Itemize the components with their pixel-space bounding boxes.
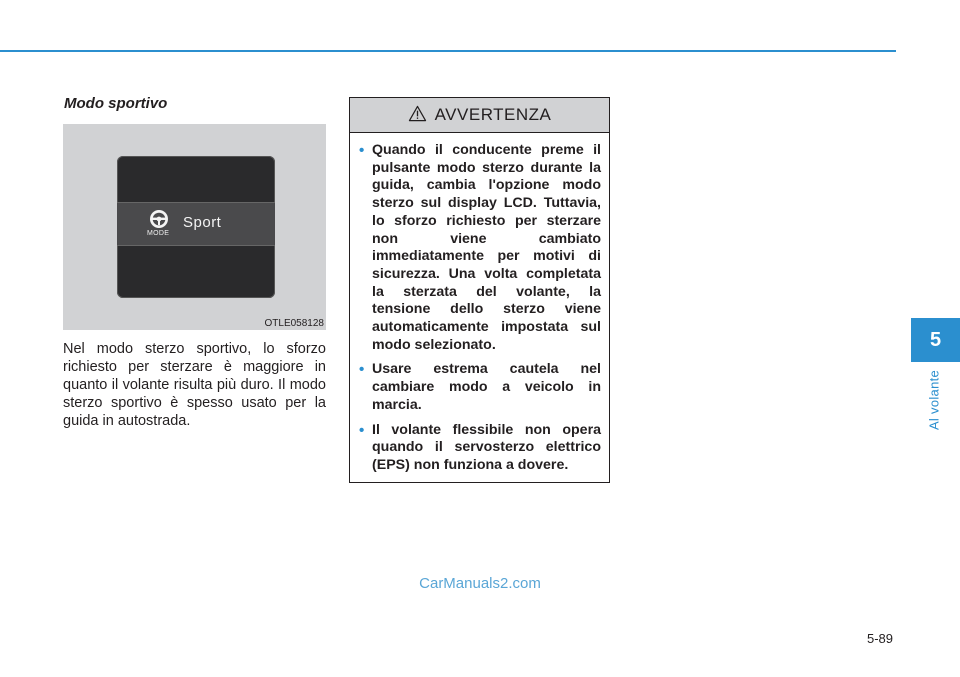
chapter-name: Al volante [926,369,942,431]
warning-title: AVVERTENZA [434,105,552,124]
warning-item [359,361,601,414]
warning-list [350,133,609,475]
figure-lcd-display [63,124,326,330]
steering-wheel-icon [149,209,169,229]
bullet-icon: • [359,142,365,159]
warning-item-text: Quando il conducente preme il pulsante modo sterzo durante la guida, cambia l'opzione modo sterzo sul display LCD. Tuttavia, lo sforzo richiesto per sterzare non viene cambiato immediatamente per motivi di sicurezza. Una volta completata la sterzata del volante, la tensione dello sterzo viene automaticamente impostata sul modo selezionato. [372,142,601,353]
chapter-number-tab: 5 [911,318,960,362]
sport-mode-text: Sport [183,214,222,231]
bullet-icon: • [359,421,365,439]
mode-label: MODE [147,230,170,237]
lcd-mode-band [117,202,275,246]
page-number: 5-89 [866,631,893,646]
figure-caption: OTLE058128 [264,318,324,329]
warning-item [359,421,601,475]
warning-box [349,97,610,483]
warning-item-text: Usare estrema cautela nel cambiare modo a veicolo in marcia. [372,361,601,413]
section-title: Modo sportivo [64,95,168,112]
warning-item [359,142,601,354]
warning-item-text: Il volante flessibile non opera quando il servosterzo elettrico (EPS) non funziona a dovere. [372,421,601,473]
lcd-screen [117,156,275,298]
top-rule [0,50,896,52]
warning-header [350,98,609,133]
watermark: CarManuals2.com [419,575,541,592]
bullet-icon: • [359,361,365,379]
warning-triangle-icon [408,105,427,122]
body-paragraph: Nel modo sterzo sportivo, lo sforzo richiesto per sterzare è maggiore in quanto il volante risulta più duro. Il modo sterzo sportivo è spesso usato per la guida in autostrada. [63,341,326,429]
